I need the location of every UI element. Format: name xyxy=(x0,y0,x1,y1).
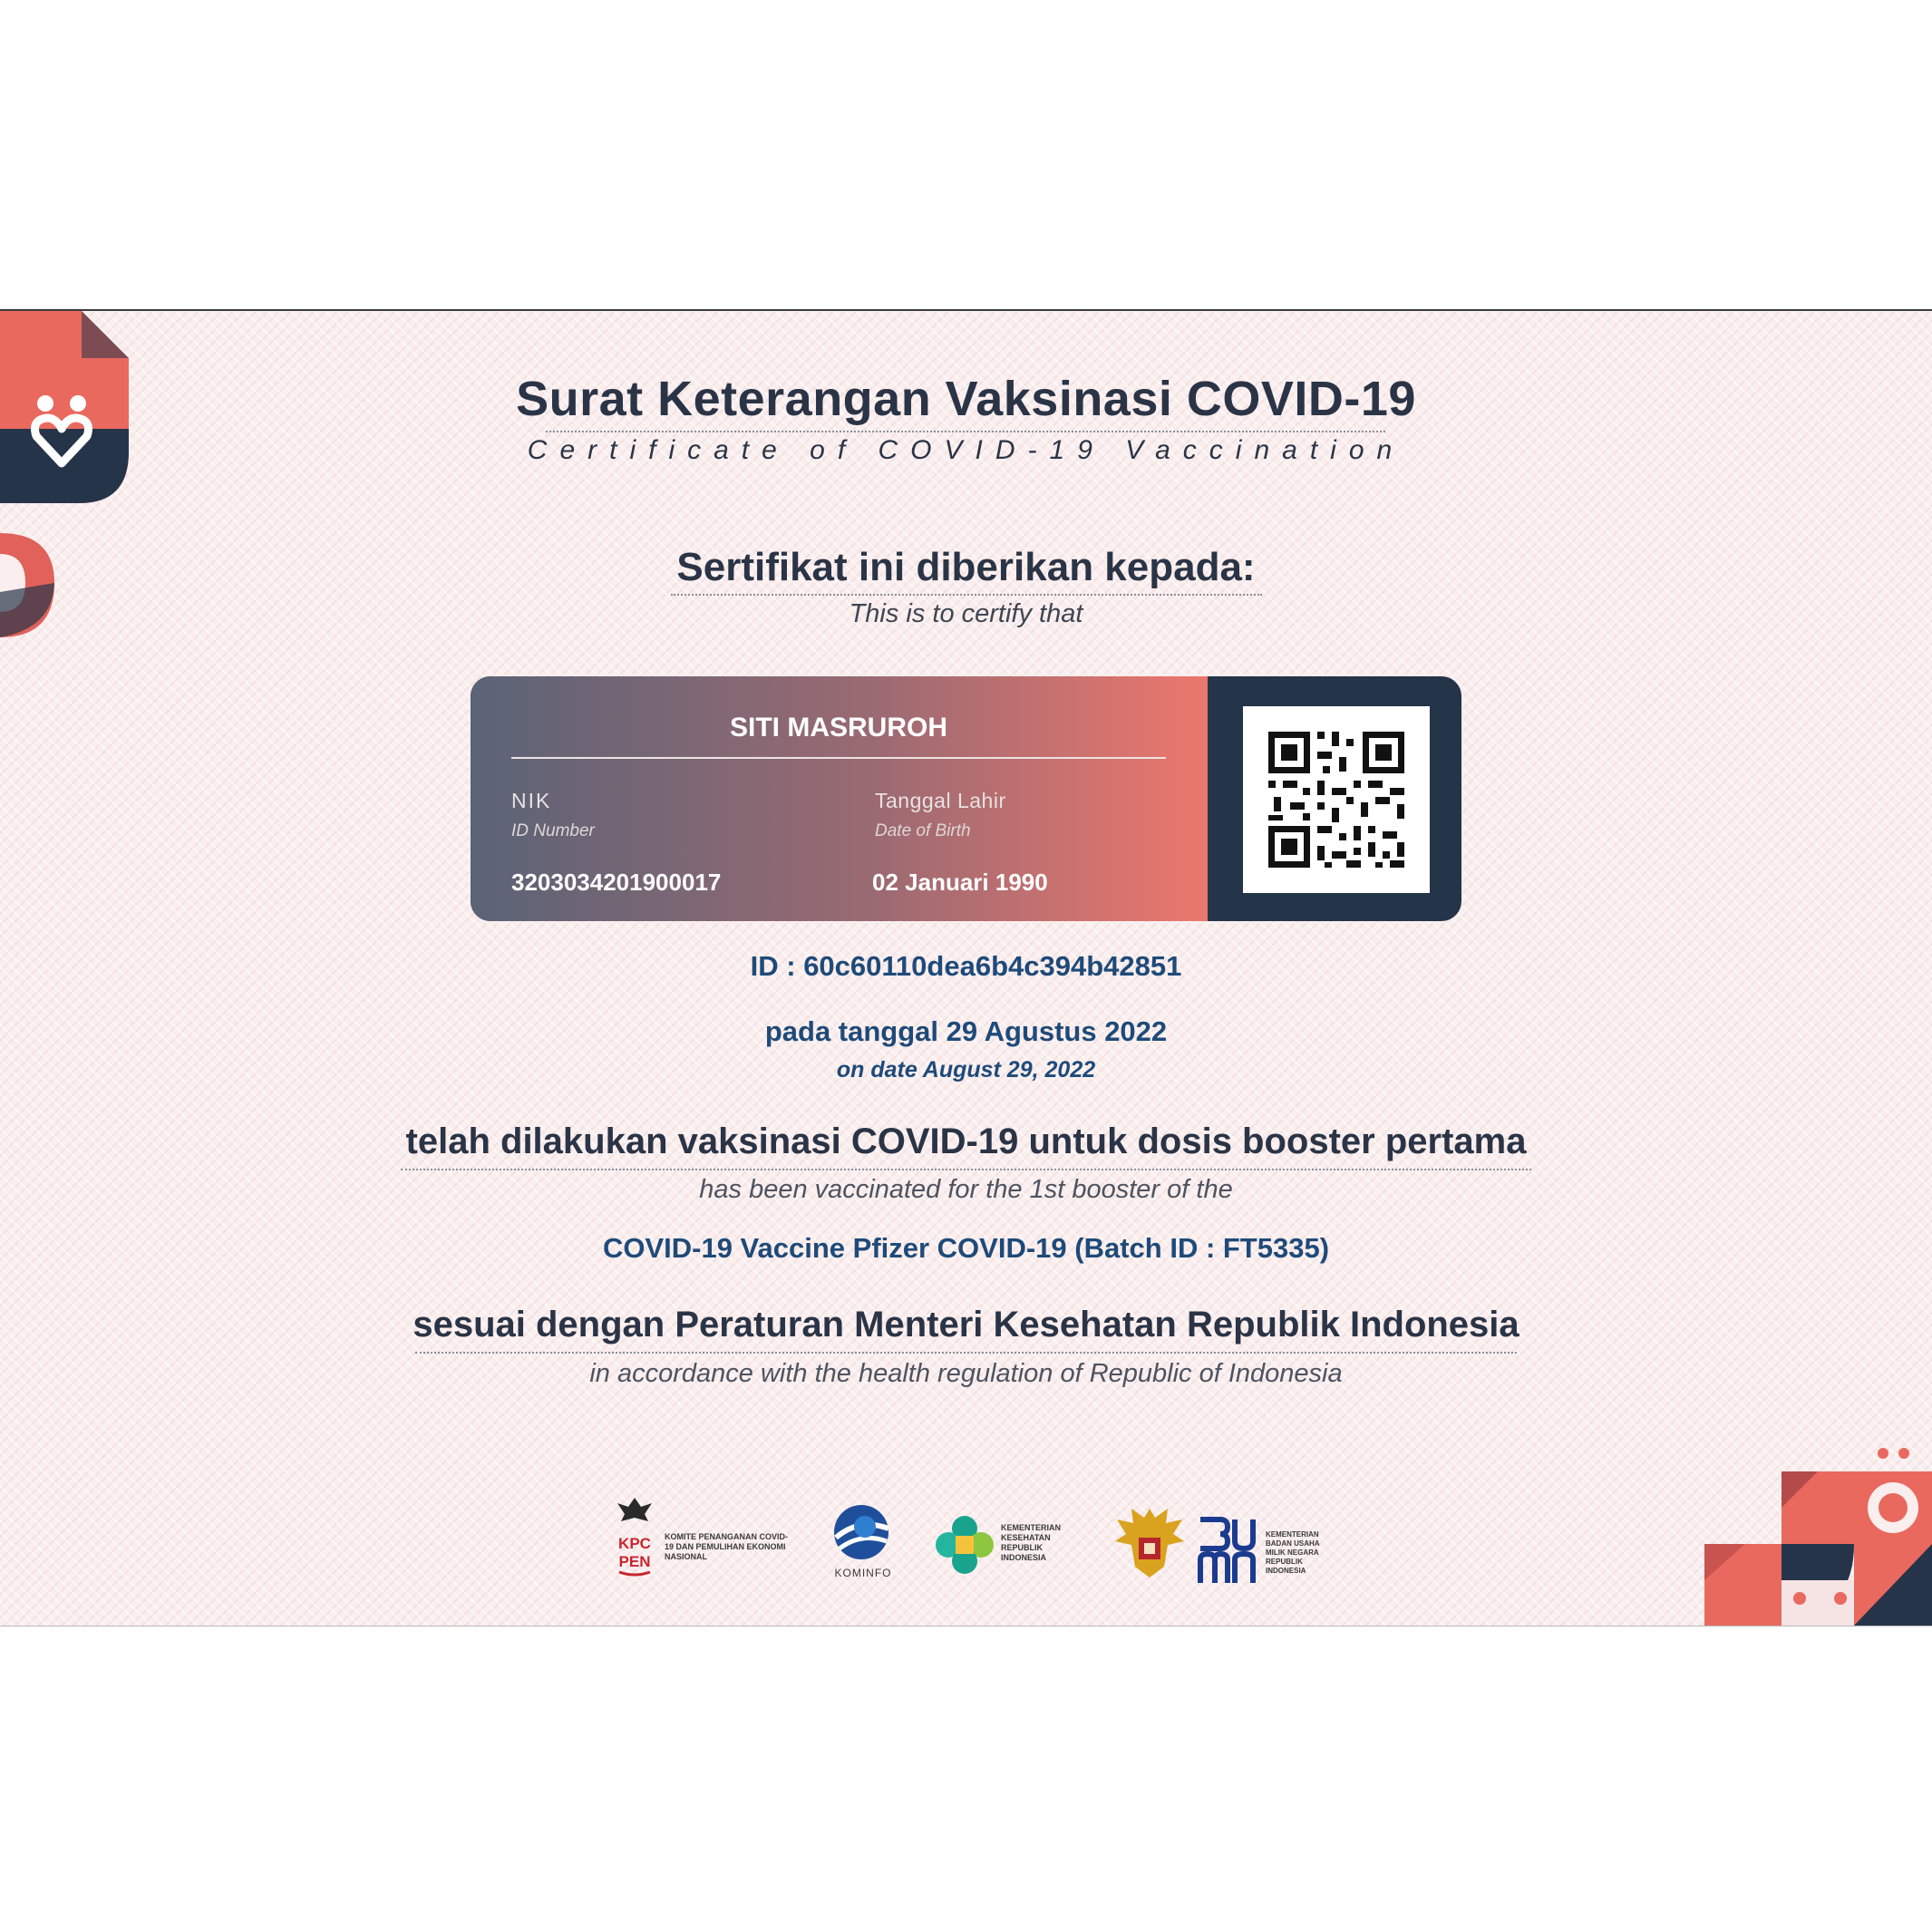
certificate-subtitle: Certificate of COVID-19 Vaccination xyxy=(527,435,1405,465)
divider xyxy=(546,431,1385,432)
kominfo-caption: KOMINFO xyxy=(834,1567,892,1579)
holder-card xyxy=(471,676,1461,921)
vaccination-date-en: on date August 29, 2022 xyxy=(836,1057,1096,1083)
dob-value: 02 Januari 1990 xyxy=(872,869,1048,896)
kpcpen-caption: KOMITE PENANGANAN COVID-19 DAN PEMULIHAN EKONOMI NASIONAL xyxy=(665,1532,789,1561)
certificate xyxy=(0,309,1932,1626)
nik-label-en: ID Number xyxy=(511,821,595,840)
kominfo-logo xyxy=(823,1501,896,1579)
dob-label: Tanggal Lahir xyxy=(875,789,1006,812)
certificate-title: Surat Keterangan Vaksinasi COVID-19 xyxy=(516,372,1416,426)
qr-code xyxy=(1243,706,1430,893)
divider xyxy=(415,1352,1517,1354)
bumn-caption: KEMENTERIAN BADAN USAHA MILIK NEGARA REPUBLIK INDONESIA xyxy=(1266,1530,1320,1575)
dob-label-en: Date of Birth xyxy=(875,821,971,840)
garuda-emblem xyxy=(612,1494,657,1580)
given-to-subheading: This is to certify that xyxy=(849,599,1083,628)
regulation-statement-en: in accordance with the health regulation of Republic of Indonesia xyxy=(589,1359,1343,1388)
vaccination-statement: telah dilakukan vaksinasi COVID-19 untuk dosis booster pertama xyxy=(405,1121,1527,1161)
vaccine-info: COVID-19 Vaccine Pfizer COVID-19 (Batch ID : FT5335) xyxy=(602,1232,1330,1264)
given-to-heading: Sertifikat ini diberikan kepada: xyxy=(676,545,1256,589)
divider xyxy=(401,1169,1531,1170)
divider xyxy=(671,594,1262,596)
svg-text:KPC: KPC xyxy=(618,1535,651,1552)
kemenkes-logo xyxy=(934,1514,1062,1580)
nik-value: 3203034201900017 xyxy=(511,869,722,896)
nik-label: NIK xyxy=(511,789,552,812)
logo-strip xyxy=(0,1494,1932,1594)
vaccination-date: pada tanggal 29 Agustus 2022 xyxy=(764,1015,1168,1047)
holder-name: SITI MASRUROH xyxy=(730,713,947,743)
certificate-id: ID : 60c60110dea6b4c394b42851 xyxy=(750,950,1182,982)
bumn-logo xyxy=(1195,1514,1320,1591)
divider xyxy=(511,757,1166,759)
kpcpen-logo xyxy=(612,1494,789,1585)
kemenkes-caption: KEMENTERIAN KESEHATAN REPUBLIK INDONESIA xyxy=(1001,1523,1062,1562)
svg-text:PEN: PEN xyxy=(618,1553,651,1570)
holder-info xyxy=(471,676,1208,921)
vaccination-statement-en: has been vaccinated for the 1st booster of the xyxy=(699,1175,1233,1204)
regulation-statement: sesuai dengan Peraturan Menteri Kesehatan Republik Indonesia xyxy=(413,1305,1519,1345)
garuda-logo xyxy=(1113,1503,1186,1587)
